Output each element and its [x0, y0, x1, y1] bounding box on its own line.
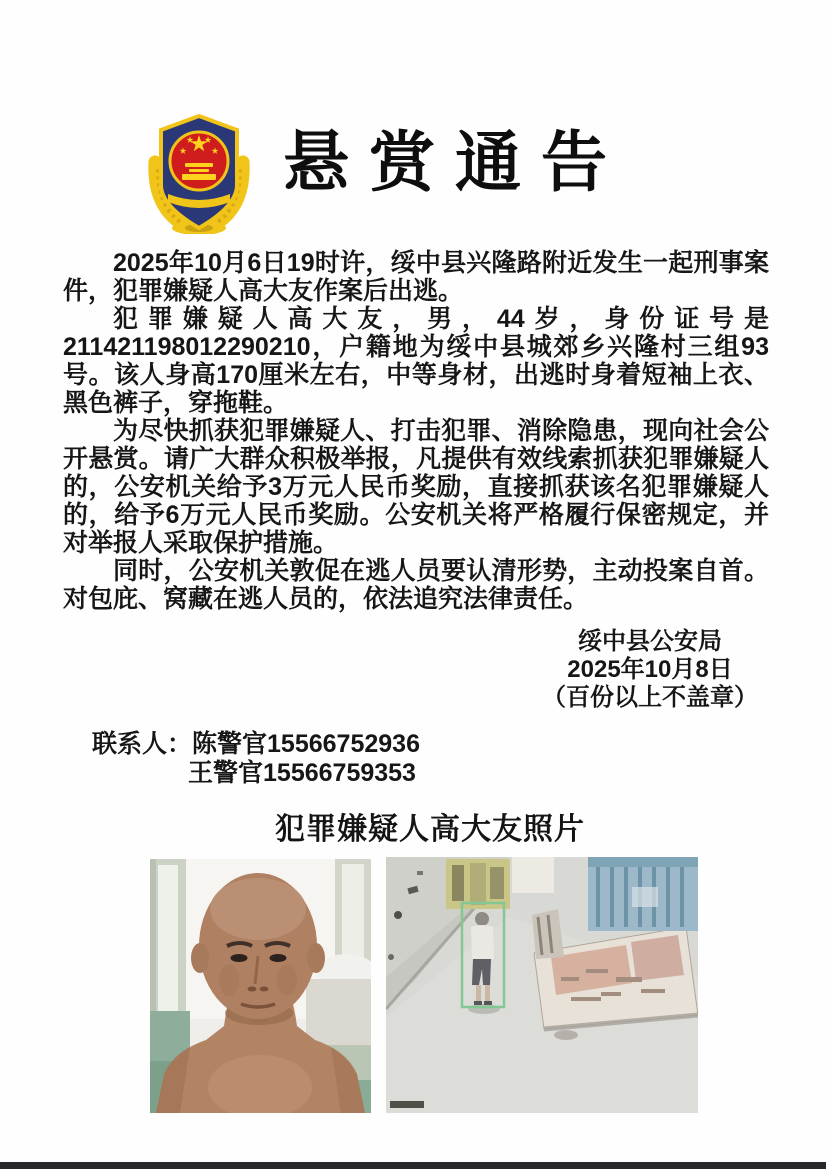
- paragraph-suspect-info: 犯罪嫌疑人高大友，男，44岁，身份证号是211421198012290210，户籍地为绥中县城郊乡兴隆村三组93号。该人身高170厘米左右，中等身材，出逃时身着短袖上衣、黑色裤子，穿拖鞋。: [63, 305, 769, 417]
- notice-body: [63, 249, 769, 613]
- contact-name-2: 王警官: [188, 759, 264, 787]
- contact-name-1: 陈警官: [192, 730, 268, 758]
- paragraph-reward: 为尽快抓获犯罪嫌疑人、打击犯罪、消除隐患，现向社会公开悬赏。请广大群众积极举报，凡提供有效线索抓获犯罪嫌疑人的，公安机关给予3万元人民币奖励，直接抓获该名犯罪嫌疑人的，给予6万元人民币奖励。公安机关将严格履行保密规定，并对举报人采取保护措施。: [63, 417, 769, 557]
- photos-caption: 犯罪嫌疑人高大友照片: [275, 813, 585, 846]
- suspect-portrait-photo: [150, 859, 371, 1113]
- seal-note: （百份以上不盖章）: [542, 684, 758, 711]
- notice-title: 悬赏通告: [283, 127, 627, 200]
- signature-block: [500, 628, 800, 712]
- cctv-surveillance-photo: [386, 857, 698, 1113]
- paragraph-surrender: 同时，公安机关敦促在逃人员要认清形势，主动投案自首。对包庇、窝藏在逃人员的，依法追究法律责任。: [63, 557, 769, 613]
- issuing-agency: 绥中县公安局: [578, 628, 722, 655]
- contact-line-1: [92, 730, 420, 759]
- paragraph-incident: 2025年10月6日19时许，绥中县兴隆路附近发生一起刑事案件，犯罪嫌疑人高大友作案后出逃。: [63, 249, 769, 305]
- contact-phone-2: 15566759353: [263, 759, 416, 787]
- contact-block: [92, 730, 420, 788]
- contact-label: 联系人：: [92, 730, 193, 758]
- contact-phone-1: 15566752936: [267, 730, 420, 758]
- bottom-edge-bar: [0, 1162, 826, 1169]
- contact-line-2: [188, 759, 420, 788]
- issue-date: 2025年10月8日: [567, 656, 733, 683]
